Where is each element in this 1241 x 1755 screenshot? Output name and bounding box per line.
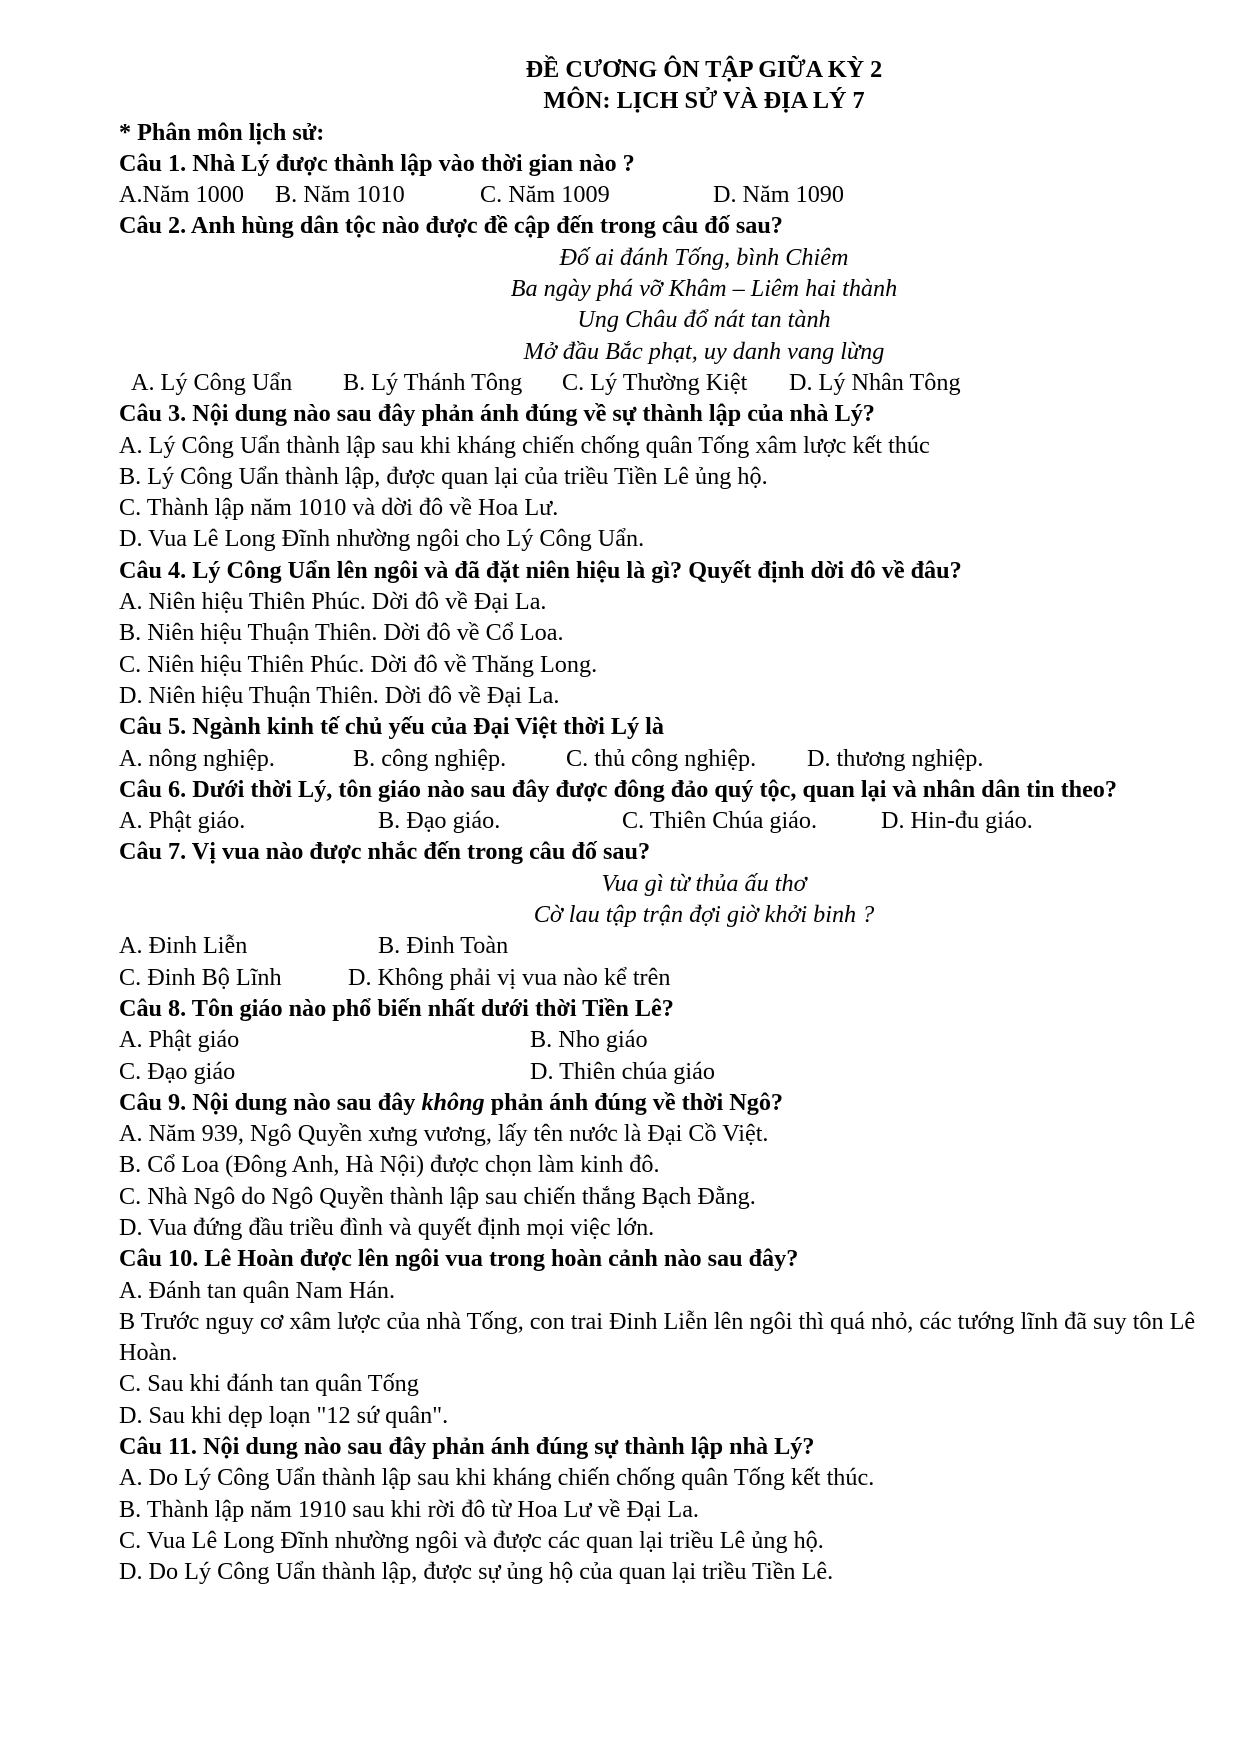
question-1-options: [119, 179, 1199, 210]
option-b: B. Lý Công Uẩn thành lập, được quan lại của triều Tiền Lê ủng hộ.: [119, 462, 768, 490]
option-c: C. Nhà Ngô do Ngô Quyền thành lập sau chiến thắng Bạch Đằng.: [119, 1182, 756, 1210]
option-a: A.Năm 1000: [119, 181, 244, 209]
option-a: A. Lý Công Uẩn thành lập sau khi kháng chiến chống quân Tống xâm lược kết thúc: [119, 431, 930, 459]
option-a: A. Đánh tan quân Nam Hán.: [119, 1276, 396, 1304]
riddle-line: Ung Châu đổ nát tan tành: [577, 306, 831, 334]
question-7-options-ab: [119, 930, 1199, 961]
option-b: B Trước nguy cơ xâm lược của nhà Tống, con trai Đinh Liễn lên ngôi thì quá nhỏ, các tướng lĩnh đã suy tôn Lê Hoàn.: [119, 1307, 1196, 1367]
option-a: A. Phật giáo: [119, 1026, 240, 1054]
section-heading: * Phân môn lịch sử:: [119, 118, 325, 146]
question-4-stem: Câu 4. Lý Công Uẩn lên ngôi và đã đặt niên hiệu là gì? Quyết định dời đô về đâu?: [119, 556, 962, 584]
option-d: D. thương nghiệp.: [807, 744, 984, 772]
option-d: D. Năm 1090: [713, 181, 844, 209]
question-6-options: [119, 805, 1199, 836]
document-page: [119, 54, 1199, 1588]
option-b: B. Thành lập năm 1910 sau khi rời đô từ Hoa Lư về Đại La.: [119, 1495, 699, 1523]
option-d: D. Niên hiệu Thuận Thiên. Dời đô về Đại La.: [119, 681, 560, 709]
option-c: C. thủ công nghiệp.: [566, 744, 757, 772]
option-c: C. Thiên Chúa giáo.: [622, 807, 818, 835]
option-c: C. Đạo giáo: [119, 1057, 236, 1085]
riddle-line: Ba ngày phá vỡ Khâm – Liêm hai thành: [510, 275, 898, 303]
question-10-stem: Câu 10. Lê Hoàn được lên ngôi vua trong hoàn cảnh nào sau đây?: [119, 1245, 799, 1273]
stem-text: phản ánh đúng về thời Ngô?: [484, 1088, 784, 1116]
option-c: C. Niên hiệu Thiên Phúc. Dời đô về Thăng Long.: [119, 650, 598, 678]
option-b: B. Đạo giáo.: [378, 807, 501, 835]
option-d: D. Thiên chúa giáo: [530, 1057, 715, 1085]
option-b: B. Lý Thánh Tông: [343, 368, 523, 396]
option-b: B. Cổ Loa (Đông Anh, Hà Nội) được chọn làm kinh đô.: [119, 1151, 660, 1179]
question-6-stem: Câu 6. Dưới thời Lý, tôn giáo nào sau đây được đông đảo quý tộc, quan lại và nhân dân tin theo?: [119, 775, 1117, 803]
option-c: C. Thành lập năm 1010 và dời đô về Hoa Lư.: [119, 494, 559, 522]
option-a: A. Niên hiệu Thiên Phúc. Dời đô về Đại La.: [119, 588, 547, 616]
question-7-stem: Câu 7. Vị vua nào được nhắc đến trong câu đố sau?: [119, 838, 651, 866]
question-3-stem: Câu 3. Nội dung nào sau đây phản ánh đúng về sự thành lập của nhà Lý?: [119, 400, 875, 428]
riddle-line: Cờ lau tập trận đợi giờ khởi binh ?: [533, 901, 875, 929]
option-d: D. Vua Lê Long Đĩnh nhường ngôi cho Lý Công Uẩn.: [119, 525, 645, 553]
option-a: A. Đinh Liễn: [119, 932, 248, 960]
doc-subtitle: MÔN: LỊCH SỬ VÀ ĐỊA LÝ 7: [543, 87, 865, 115]
stem-emphasis: không: [421, 1088, 485, 1116]
option-c: C. Sau khi đánh tan quân Tống: [119, 1370, 419, 1398]
question-5-options: [119, 743, 1199, 774]
option-a: A. Lý Công Uẩn: [131, 368, 293, 396]
question-7-options-cd: [119, 962, 1199, 993]
option-d: D. Vua đứng đầu triều đình và quyết định mọi việc lớn.: [119, 1213, 655, 1241]
question-2-stem: Câu 2. Anh hùng dân tộc nào được đề cập đến trong câu đố sau?: [119, 212, 783, 240]
option-b: B. Đinh Toàn: [378, 932, 509, 960]
riddle-line: Mở đầu Bắc phạt, uy danh vang lừng: [523, 337, 885, 365]
option-b: B. công nghiệp.: [353, 744, 507, 772]
riddle-line: Vua gì từ thủa ấu thơ: [601, 869, 807, 897]
question-5-stem: Câu 5. Ngành kinh tế chủ yếu của Đại Việt thời Lý là: [119, 713, 664, 741]
stem-text: Câu 9. Nội dung nào sau đây: [119, 1088, 422, 1116]
doc-title: ĐỀ CƯƠNG ÔN TẬP GIỮA KỲ 2: [525, 56, 883, 83]
option-d: D. Không phải vị vua nào kể trên: [348, 963, 671, 991]
option-a: A. Năm 939, Ngô Quyền xưng vương, lấy tên nước là Đại Cồ Việt.: [119, 1120, 769, 1148]
question-8-options-cd: [119, 1056, 1199, 1087]
option-d: D. Sau khi dẹp loạn "12 sứ quân".: [119, 1401, 449, 1429]
option-a: A. Phật giáo.: [119, 807, 246, 835]
option-c: C. Năm 1009: [480, 181, 610, 209]
option-d: D. Hin-đu giáo.: [881, 807, 1033, 835]
question-2-options: [119, 367, 1199, 398]
question-8-options-ab: [119, 1024, 1199, 1055]
option-d: D. Do Lý Công Uẩn thành lập, được sự ủng hộ của quan lại triều Tiền Lê.: [119, 1558, 834, 1586]
riddle-line: Đố ai đánh Tống, bình Chiêm: [559, 243, 849, 271]
option-d: D. Lý Nhân Tông: [789, 368, 961, 396]
option-c: C. Vua Lê Long Đĩnh nhường ngôi và được các quan lại triều Lê ủng hộ.: [119, 1526, 824, 1554]
question-11-stem: Câu 11. Nội dung nào sau đây phản ánh đúng sự thành lập nhà Lý?: [119, 1433, 815, 1461]
option-b: B. Niên hiệu Thuận Thiên. Dời đô về Cổ Loa.: [119, 619, 564, 647]
option-c: C. Đinh Bộ Lĩnh: [119, 963, 282, 991]
question-1-stem: Câu 1. Nhà Lý được thành lập vào thời gian nào ?: [119, 149, 635, 177]
option-a: A. Do Lý Công Uẩn thành lập sau khi kháng chiến chống quân Tống kết thúc.: [119, 1464, 875, 1492]
option-a: A. nông nghiệp.: [119, 744, 275, 772]
option-c: C. Lý Thường Kiệt: [562, 368, 748, 396]
option-b: B. Nho giáo: [530, 1026, 648, 1054]
question-9-stem: [119, 1087, 1199, 1118]
question-8-stem: Câu 8. Tôn giáo nào phổ biến nhất dưới thời Tiền Lê?: [119, 994, 674, 1022]
option-b: B. Năm 1010: [275, 181, 405, 209]
